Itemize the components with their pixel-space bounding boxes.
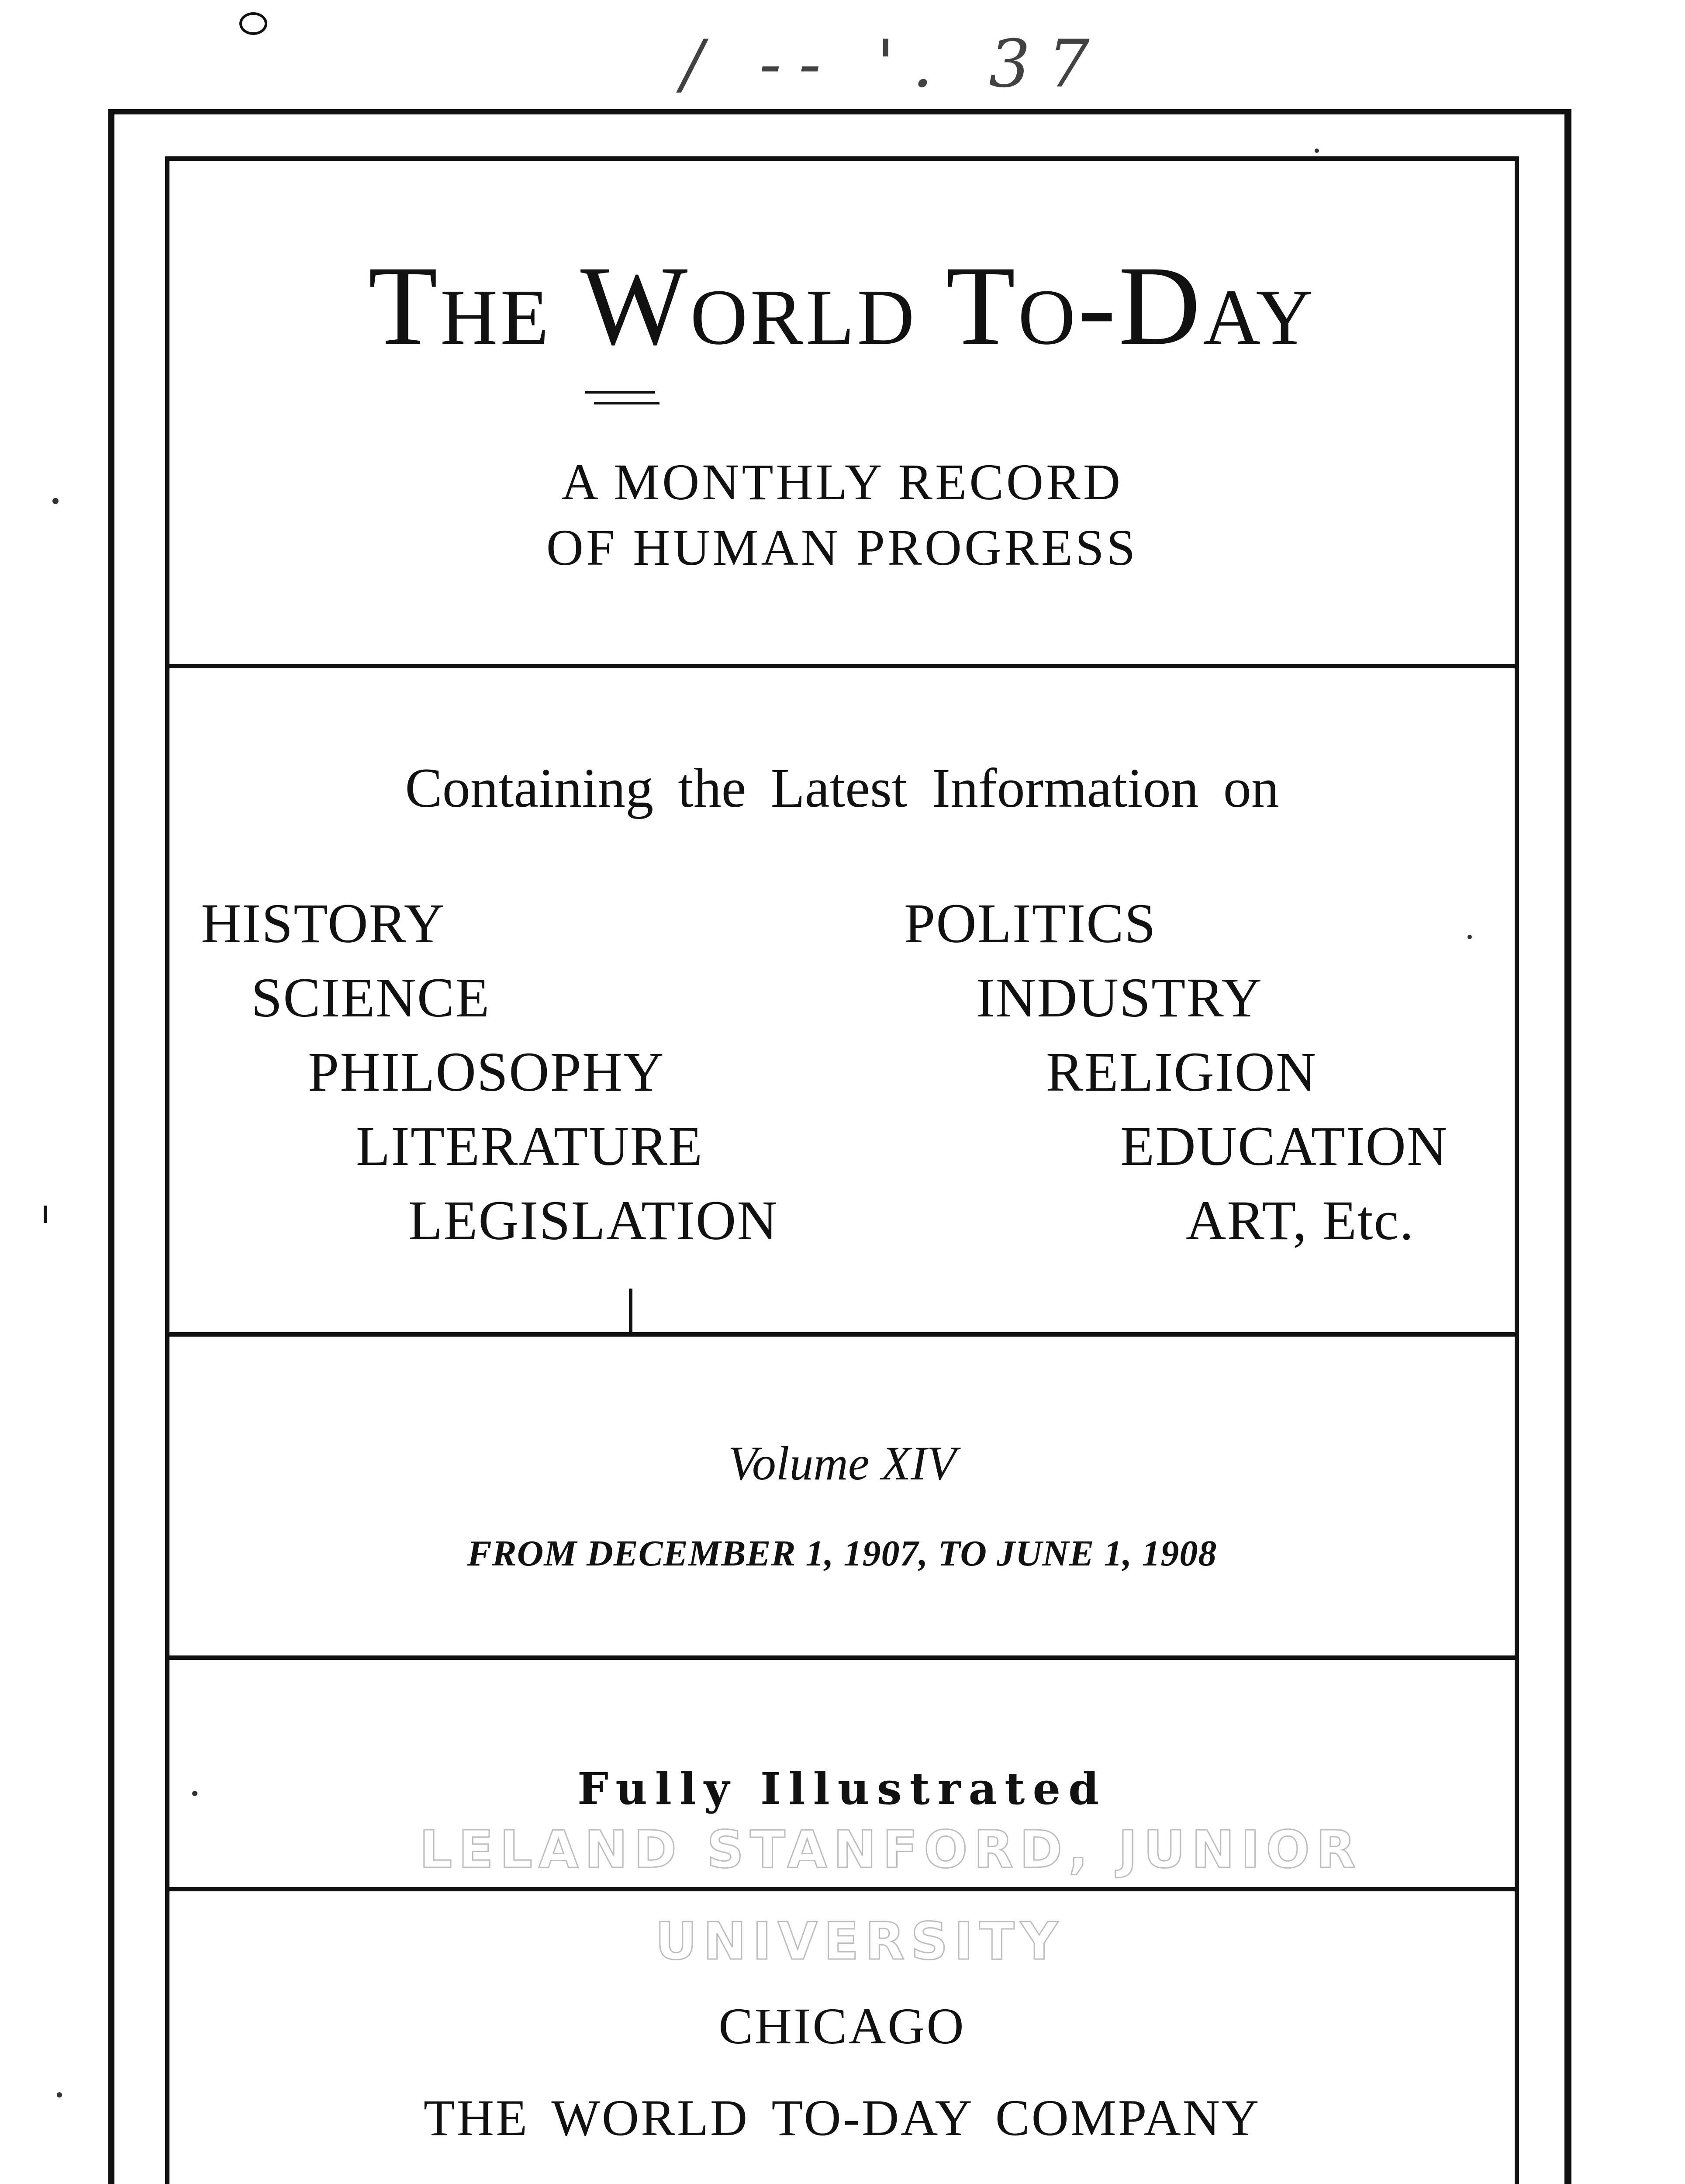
corner-circle-mark xyxy=(239,12,267,35)
scan-mark xyxy=(629,1289,632,1337)
volume-number: Volume XIV xyxy=(728,1437,956,1490)
scan-speck xyxy=(52,498,59,504)
topic-philosophy: PHILOSOPHY xyxy=(308,1041,665,1103)
divider-after-topics xyxy=(165,1332,1519,1337)
scan-speck xyxy=(1315,149,1319,153)
topic-legislation: LEGISLATION xyxy=(408,1189,778,1251)
divider-after-volume xyxy=(165,1655,1519,1660)
title-ornament-rule xyxy=(585,391,655,394)
imprint-publisher: THE WORLD TO-DAY COMPANY xyxy=(423,2089,1261,2146)
divider-after-title xyxy=(165,664,1519,668)
subtitle-line-2: OF HUMAN PROGRESS xyxy=(546,519,1138,576)
topic-politics: POLITICS xyxy=(904,892,1157,954)
topic-history: HISTORY xyxy=(201,892,445,954)
topic-literature: LITERATURE xyxy=(356,1115,703,1177)
scan-speck xyxy=(192,1791,197,1796)
topic-religion: RELIGION xyxy=(1046,1041,1317,1103)
topic-art-etc: ART, Etc. xyxy=(1186,1189,1415,1251)
topic-education: EDUCATION xyxy=(1120,1115,1448,1177)
volume-date-range: FROM DECEMBER 1, 1907, TO JUNE 1, 1908 xyxy=(467,1533,1217,1574)
divider-after-illustrated xyxy=(165,1887,1519,1891)
scan-speck xyxy=(57,2092,62,2098)
subtitle-line-1: A MONTHLY RECORD xyxy=(561,453,1123,511)
handwritten-shelf-mark: / -- '. 37 xyxy=(681,26,1107,102)
scan-speck xyxy=(1467,935,1472,939)
library-stamp-line-1: LELAND STANFORD, JUNIOR xyxy=(419,1819,1362,1880)
imprint-city: CHICAGO xyxy=(718,1997,966,2055)
title-ornament-rule-lower xyxy=(594,402,659,404)
topic-science: SCIENCE xyxy=(251,967,490,1029)
topic-industry: INDUSTRY xyxy=(976,967,1263,1029)
magazine-title: The World To-Day xyxy=(368,243,1316,369)
containing-heading: Containing the Latest Information on xyxy=(405,757,1279,819)
library-stamp-line-2: UNIVERSITY xyxy=(655,1911,1064,1971)
scan-mark xyxy=(44,1206,47,1223)
fully-illustrated-blackletter: Fully Illustrated xyxy=(577,1763,1107,1814)
